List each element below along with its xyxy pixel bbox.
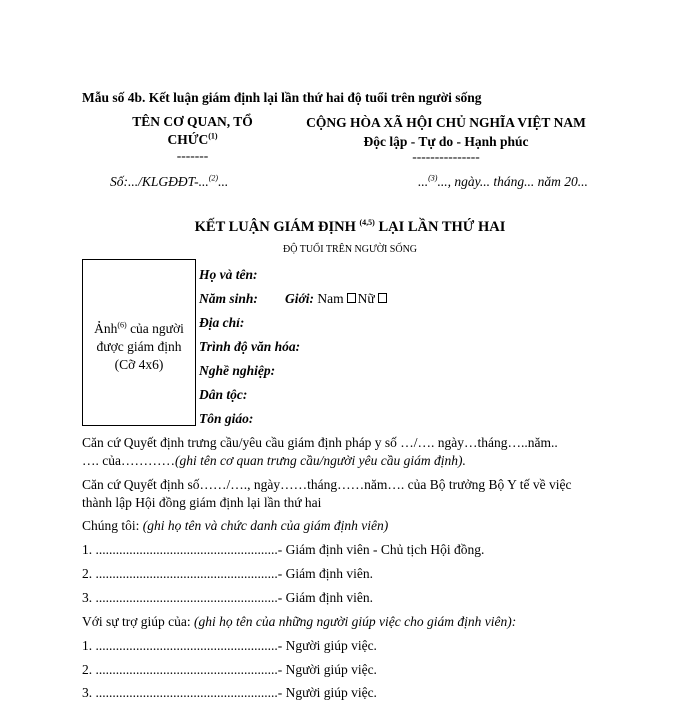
role-text: - Giám định viên. bbox=[277, 566, 373, 581]
name-blank: ...................................................... bbox=[95, 590, 278, 605]
examiner-row bbox=[82, 542, 484, 558]
male-checkbox[interactable] bbox=[347, 293, 356, 303]
role-text: - Giám định viên. bbox=[277, 590, 373, 605]
row-number: 1. bbox=[82, 638, 93, 653]
photo-line1 bbox=[83, 320, 195, 338]
gender-row bbox=[285, 291, 389, 307]
basis1-line2-text: …. của………… bbox=[82, 453, 175, 468]
field-education: Trình độ văn hóa: bbox=[199, 339, 301, 354]
photo-caption bbox=[83, 320, 195, 374]
row-number: 2. bbox=[82, 662, 93, 677]
photo-footnote: (6) bbox=[117, 320, 127, 330]
agency-line1: TÊN CƠ QUAN, TỔ bbox=[132, 114, 253, 129]
female-checkbox[interactable] bbox=[378, 293, 387, 303]
basis2-line2: thành lập Hội đồng giám định lại lần thứ hai bbox=[82, 495, 322, 510]
row-number: 2. bbox=[82, 566, 93, 581]
field-ethnicity: Dân tộc: bbox=[199, 387, 248, 402]
field-birth-year: Năm sinh: bbox=[199, 291, 258, 306]
role-text: - Người giúp việc. bbox=[277, 638, 377, 653]
document-number bbox=[110, 174, 228, 190]
photo-line2: được giám định bbox=[96, 339, 182, 354]
place-date bbox=[418, 174, 588, 190]
basis1-line2-note: (ghi tên cơ quan trưng cầu/người yêu cầu giám định). bbox=[174, 453, 466, 468]
photo-placeholder bbox=[82, 259, 196, 426]
assistant-row bbox=[82, 662, 377, 678]
name-blank: ...................................................... bbox=[95, 542, 278, 557]
assistants-intro-note: (ghi họ tên của những người giúp việc cho giám định viên): bbox=[193, 614, 517, 629]
examiners-intro-note: (ghi họ tên và chức danh của giám định viên) bbox=[142, 518, 389, 533]
name-blank: ...................................................... bbox=[95, 638, 278, 653]
name-blank: ...................................................... bbox=[95, 566, 278, 581]
agency-line2 bbox=[100, 131, 285, 149]
title-footnote: (4,5) bbox=[359, 218, 375, 228]
field-gender: Giới: bbox=[285, 291, 314, 306]
place-footnote: (3) bbox=[428, 173, 438, 183]
national-header bbox=[285, 113, 607, 163]
role-text: - Người giúp việc. bbox=[277, 685, 377, 700]
gender-male-label: Nam bbox=[317, 291, 344, 306]
doc-number-footnote: (2) bbox=[208, 173, 219, 183]
examiners-intro bbox=[82, 518, 388, 534]
agency-name bbox=[100, 113, 285, 163]
gender-female-label: Nữ bbox=[357, 291, 375, 306]
assistants-intro-text: Với sự trợ giúp của: bbox=[82, 614, 191, 629]
basis2-line1: Căn cứ Quyết định số……/…., ngày……tháng……năm…. của Bộ trưởng Bộ Y tế về việc bbox=[82, 477, 572, 492]
row-number: 1. bbox=[82, 542, 93, 557]
examiner-row bbox=[82, 566, 373, 582]
role-text: - Người giúp việc. bbox=[277, 662, 377, 677]
form-title: Mẫu số 4b. Kết luận giám định lại lần thứ hai độ tuổi trên người sống bbox=[82, 90, 482, 105]
examiner-row bbox=[82, 590, 373, 606]
motto-rule: --------------- bbox=[412, 149, 480, 164]
basis1-line1: Căn cứ Quyết định trưng cầu/yêu cầu giám định pháp y số …/…. ngày…tháng…..năm.. bbox=[82, 435, 558, 450]
country-name: CỘNG HÒA XÃ HỘI CHỦ NGHĨA VIỆT NAM bbox=[306, 115, 586, 130]
title-text-after: LẠI LẦN THỨ HAI bbox=[378, 219, 506, 235]
photo-line3: (Cỡ 4x6) bbox=[114, 357, 164, 372]
agency-rule: ------- bbox=[176, 148, 209, 163]
field-occupation: Nghề nghiệp: bbox=[199, 363, 276, 378]
motto: Độc lập - Tự do - Hạnh phúc bbox=[363, 134, 529, 149]
field-name: Họ và tên: bbox=[199, 267, 258, 282]
field-religion: Tôn giáo: bbox=[199, 411, 254, 426]
photo-line1-after: của người bbox=[130, 321, 184, 336]
doc-number-text: Số:.../KLGĐĐT-... bbox=[110, 174, 209, 189]
place-text: ... bbox=[418, 174, 429, 189]
agency-line2-text: CHỨC bbox=[167, 132, 209, 147]
assistant-row bbox=[82, 638, 377, 654]
name-blank: ...................................................... bbox=[95, 685, 278, 700]
name-blank: ...................................................... bbox=[95, 662, 278, 677]
date-text: ..., ngày... tháng... năm 20... bbox=[437, 174, 588, 189]
doc-number-suffix: ... bbox=[218, 174, 229, 189]
examiners-intro-text: Chúng tôi: bbox=[82, 518, 140, 533]
field-address: Địa chỉ: bbox=[199, 315, 245, 330]
basis1-line2 bbox=[82, 453, 466, 469]
row-number: 3. bbox=[82, 590, 93, 605]
agency-footnote-ref: (1) bbox=[208, 131, 218, 141]
role-text: - Giám định viên - Chủ tịch Hội đồng. bbox=[277, 542, 485, 557]
assistants-intro bbox=[82, 614, 516, 630]
document-subtitle: ĐỘ TUỔI TRÊN NGƯỜI SỐNG bbox=[282, 244, 418, 255]
document-title bbox=[82, 219, 618, 236]
photo-line1-before: Ảnh bbox=[94, 321, 118, 336]
row-number: 3. bbox=[82, 685, 93, 700]
assistant-row bbox=[82, 685, 377, 701]
title-text-before: KẾT LUẬN GIÁM ĐỊNH bbox=[194, 219, 356, 235]
